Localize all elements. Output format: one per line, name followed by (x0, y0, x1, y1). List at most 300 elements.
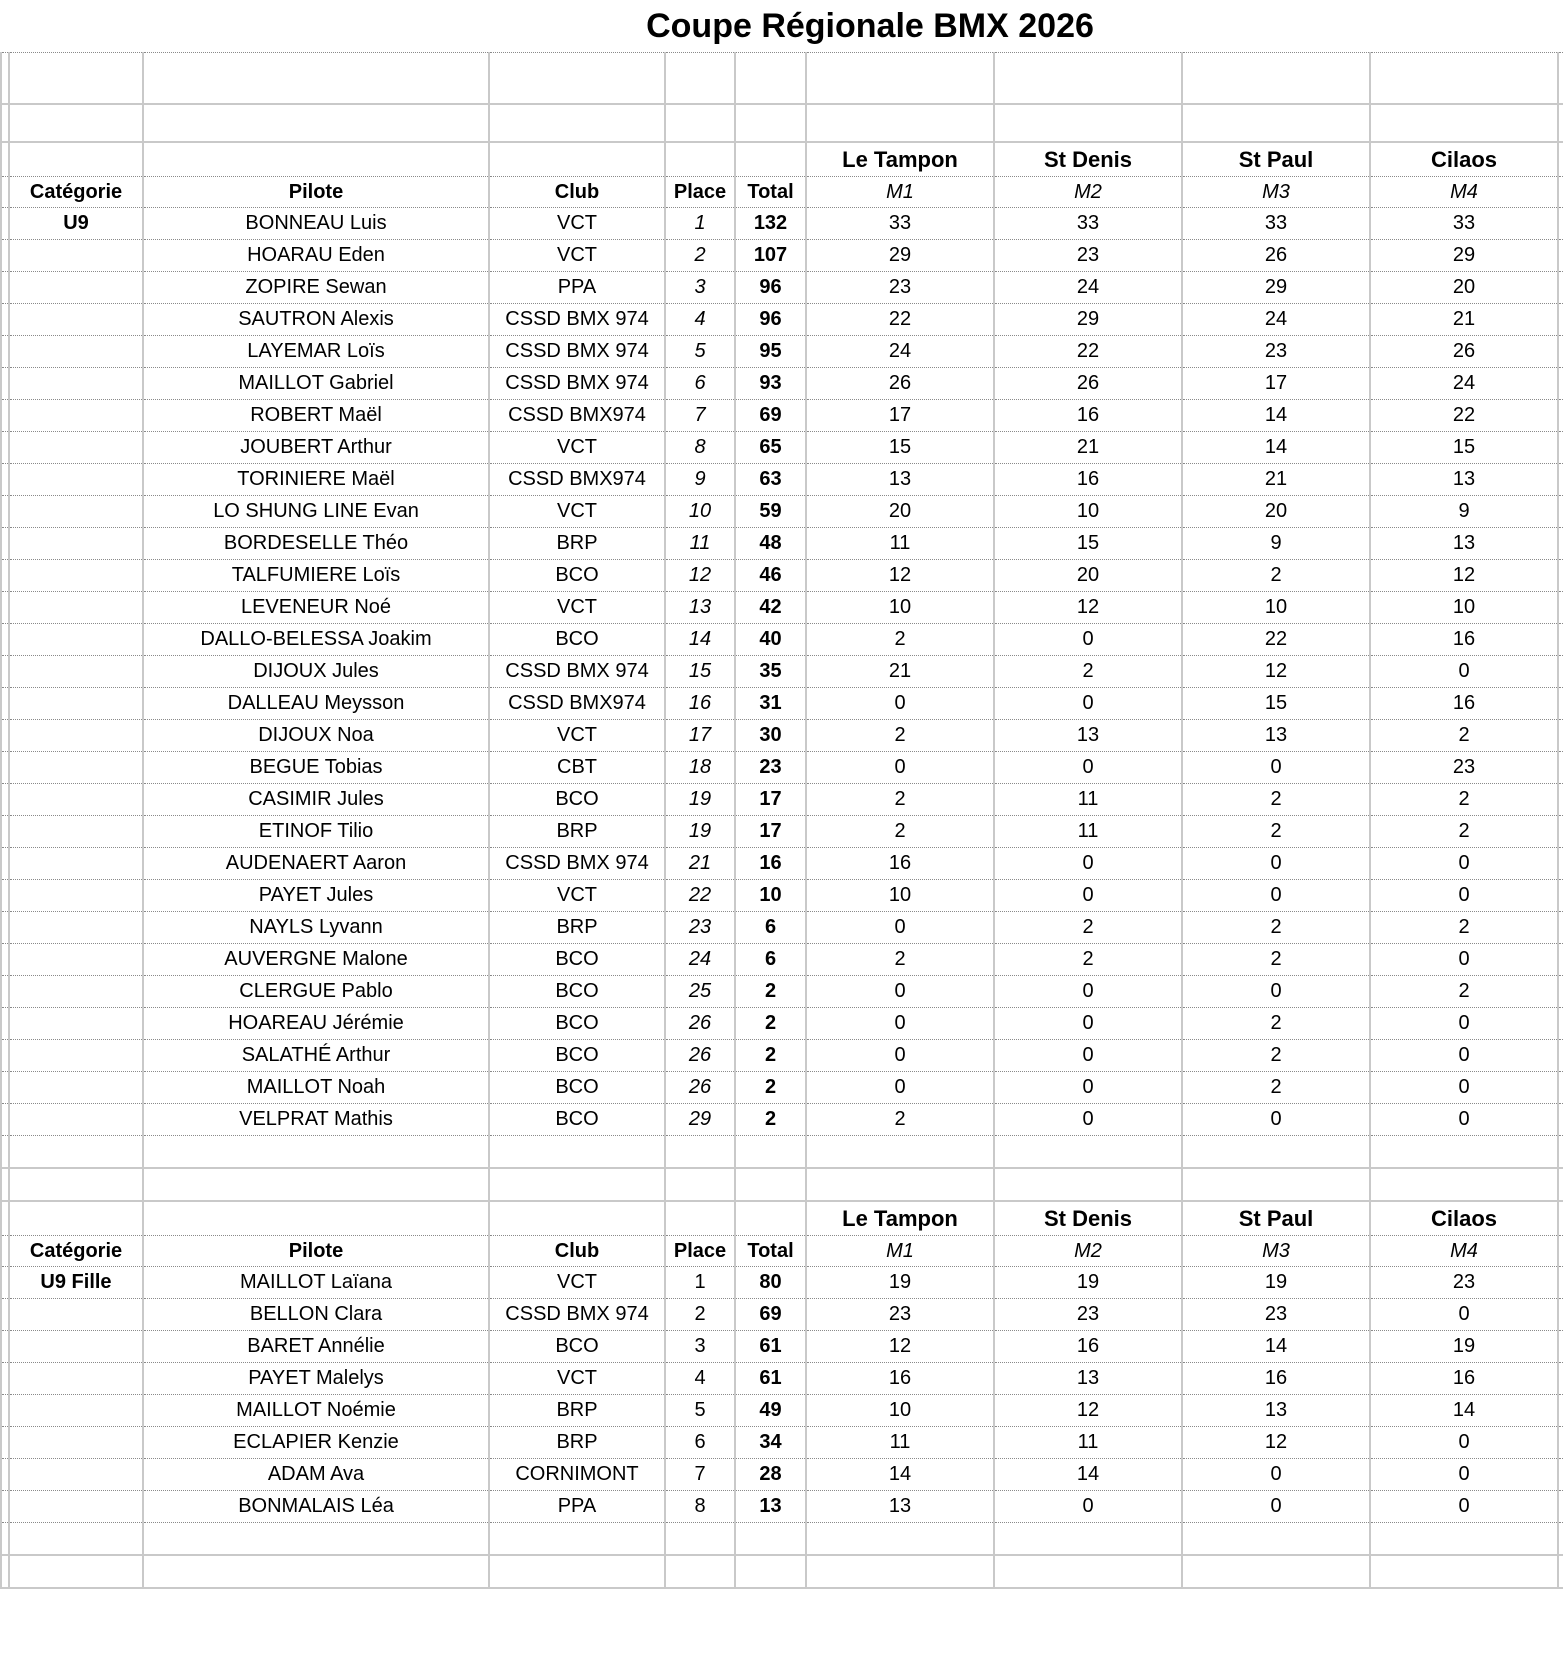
total-cell[interactable]: 13 (735, 1491, 806, 1523)
empty-cell[interactable] (994, 1555, 1182, 1588)
category-cell[interactable] (9, 1363, 143, 1395)
place-cell[interactable]: 4 (665, 304, 735, 336)
meet-score-cell[interactable]: 0 (1370, 1427, 1558, 1459)
meet-score-cell[interactable]: 0 (1370, 1040, 1558, 1072)
meet-score-cell[interactable]: 12 (806, 1331, 994, 1363)
empty-cell[interactable] (1, 560, 9, 592)
empty-cell[interactable] (1, 528, 9, 560)
empty-cell[interactable] (1558, 1299, 1563, 1331)
meet-score-cell[interactable]: 14 (1182, 400, 1370, 432)
place-cell[interactable]: 7 (665, 400, 735, 432)
empty-cell[interactable] (143, 1523, 489, 1556)
place-cell[interactable]: 19 (665, 784, 735, 816)
empty-cell[interactable] (1, 1427, 9, 1459)
meet-header[interactable]: M1 (806, 177, 994, 208)
meet-score-cell[interactable]: 22 (994, 336, 1182, 368)
meet-score-cell[interactable]: 10 (806, 592, 994, 624)
empty-cell[interactable] (1, 208, 9, 240)
meet-header[interactable]: M2 (994, 1236, 1182, 1267)
club-cell[interactable]: BCO (489, 1072, 665, 1104)
total-cell[interactable]: 16 (735, 848, 806, 880)
total-cell[interactable]: 10 (735, 880, 806, 912)
meet-score-cell[interactable]: 2 (1370, 912, 1558, 944)
meet-score-cell[interactable]: 2 (994, 656, 1182, 688)
meet-score-cell[interactable]: 13 (806, 1491, 994, 1523)
empty-cell[interactable] (1558, 1267, 1563, 1299)
meet-score-cell[interactable]: 24 (994, 272, 1182, 304)
meet-score-cell[interactable]: 0 (1182, 1104, 1370, 1136)
meet-score-cell[interactable]: 0 (994, 1008, 1182, 1040)
category-cell[interactable] (9, 912, 143, 944)
place-cell[interactable]: 6 (665, 1427, 735, 1459)
meet-score-cell[interactable]: 11 (806, 528, 994, 560)
empty-cell[interactable] (1, 1363, 9, 1395)
meet-score-cell[interactable]: 2 (806, 944, 994, 976)
category-cell[interactable] (9, 1331, 143, 1363)
meet-score-cell[interactable]: 16 (994, 464, 1182, 496)
meet-score-cell[interactable]: 0 (994, 624, 1182, 656)
pilote-cell[interactable]: BARET Annélie (143, 1331, 489, 1363)
total-cell[interactable]: 95 (735, 336, 806, 368)
empty-cell[interactable] (143, 1136, 489, 1169)
meet-header[interactable]: M4 (1370, 177, 1558, 208)
empty-cell[interactable] (665, 142, 735, 177)
empty-cell[interactable] (1, 1168, 9, 1201)
meet-score-cell[interactable]: 33 (806, 208, 994, 240)
empty-cell[interactable] (1, 1555, 9, 1588)
empty-cell[interactable] (1558, 432, 1563, 464)
club-cell[interactable]: CSSD BMX974 (489, 400, 665, 432)
category-cell[interactable] (9, 720, 143, 752)
empty-cell[interactable] (1, 304, 9, 336)
meet-score-cell[interactable]: 2 (806, 816, 994, 848)
meet-score-cell[interactable]: 0 (994, 688, 1182, 720)
venue-header[interactable]: St Paul (1182, 142, 1370, 177)
total-cell[interactable]: 69 (735, 400, 806, 432)
empty-cell[interactable] (665, 1136, 735, 1169)
meet-score-cell[interactable]: 14 (1182, 432, 1370, 464)
meet-score-cell[interactable]: 2 (1370, 720, 1558, 752)
pilote-cell[interactable]: MAILLOT Noah (143, 1072, 489, 1104)
meet-score-cell[interactable]: 11 (994, 1427, 1182, 1459)
meet-score-cell[interactable]: 0 (1370, 1491, 1558, 1523)
pilote-cell[interactable]: MAILLOT Gabriel (143, 368, 489, 400)
empty-cell[interactable] (1558, 1201, 1563, 1236)
club-cell[interactable]: CSSD BMX 974 (489, 1299, 665, 1331)
category-cell[interactable] (9, 688, 143, 720)
empty-cell[interactable] (1, 912, 9, 944)
empty-cell[interactable] (1, 400, 9, 432)
meet-score-cell[interactable]: 16 (806, 1363, 994, 1395)
total-cell[interactable]: 61 (735, 1331, 806, 1363)
category-cell[interactable] (9, 752, 143, 784)
total-cell[interactable]: 35 (735, 656, 806, 688)
empty-cell[interactable] (1, 104, 9, 142)
empty-cell[interactable] (489, 142, 665, 177)
place-cell[interactable]: 5 (665, 336, 735, 368)
pilote-header[interactable]: Pilote (143, 177, 489, 208)
club-cell[interactable]: CSSD BMX 974 (489, 848, 665, 880)
empty-cell[interactable] (1558, 336, 1563, 368)
club-cell[interactable]: VCT (489, 432, 665, 464)
meet-score-cell[interactable]: 10 (994, 496, 1182, 528)
meet-score-cell[interactable]: 13 (994, 720, 1182, 752)
empty-cell[interactable] (1, 336, 9, 368)
empty-cell[interactable] (1, 656, 9, 688)
meet-score-cell[interactable]: 15 (1182, 688, 1370, 720)
meet-score-cell[interactable]: 0 (806, 1072, 994, 1104)
place-cell[interactable]: 26 (665, 1072, 735, 1104)
club-cell[interactable]: BCO (489, 1331, 665, 1363)
place-cell[interactable]: 21 (665, 848, 735, 880)
empty-cell[interactable] (665, 1555, 735, 1588)
pilote-cell[interactable]: DIJOUX Jules (143, 656, 489, 688)
club-header[interactable]: Club (489, 177, 665, 208)
meet-score-cell[interactable]: 26 (806, 368, 994, 400)
empty-cell[interactable] (1558, 104, 1563, 142)
meet-score-cell[interactable]: 15 (1370, 432, 1558, 464)
meet-score-cell[interactable]: 26 (1370, 336, 1558, 368)
total-cell[interactable]: 42 (735, 592, 806, 624)
meet-score-cell[interactable]: 15 (994, 528, 1182, 560)
empty-cell[interactable] (1558, 177, 1563, 208)
empty-cell[interactable] (489, 104, 665, 142)
meet-score-cell[interactable]: 23 (1370, 752, 1558, 784)
meet-score-cell[interactable]: 9 (1370, 496, 1558, 528)
club-cell[interactable]: BCO (489, 976, 665, 1008)
empty-cell[interactable] (1558, 848, 1563, 880)
total-cell[interactable]: 80 (735, 1267, 806, 1299)
meet-score-cell[interactable]: 0 (1370, 1104, 1558, 1136)
total-cell[interactable]: 2 (735, 1072, 806, 1104)
empty-cell[interactable] (735, 1136, 806, 1169)
total-cell[interactable]: 107 (735, 240, 806, 272)
empty-cell[interactable] (1558, 624, 1563, 656)
empty-cell[interactable] (665, 1201, 735, 1236)
pilote-cell[interactable]: ETINOF Tilio (143, 816, 489, 848)
empty-cell[interactable] (1558, 208, 1563, 240)
empty-cell[interactable] (1558, 1236, 1563, 1267)
meet-score-cell[interactable]: 13 (1370, 528, 1558, 560)
empty-cell[interactable] (735, 1555, 806, 1588)
club-header[interactable]: Club (489, 1236, 665, 1267)
meet-score-cell[interactable]: 33 (1182, 208, 1370, 240)
empty-cell[interactable] (1558, 400, 1563, 432)
place-cell[interactable]: 1 (665, 1267, 735, 1299)
empty-cell[interactable] (1558, 496, 1563, 528)
meet-score-cell[interactable]: 13 (994, 1363, 1182, 1395)
meet-header[interactable]: M3 (1182, 177, 1370, 208)
meet-score-cell[interactable]: 2 (1182, 1072, 1370, 1104)
meet-score-cell[interactable]: 2 (1370, 976, 1558, 1008)
pilote-cell[interactable]: AUVERGNE Malone (143, 944, 489, 976)
meet-score-cell[interactable]: 0 (1370, 1072, 1558, 1104)
meet-score-cell[interactable]: 22 (806, 304, 994, 336)
empty-cell[interactable] (994, 1168, 1182, 1201)
meet-score-cell[interactable]: 0 (1182, 976, 1370, 1008)
venue-header[interactable]: Le Tampon (806, 1201, 994, 1236)
pilote-cell[interactable]: HOARAU Eden (143, 240, 489, 272)
meet-score-cell[interactable]: 14 (806, 1459, 994, 1491)
meet-score-cell[interactable]: 17 (806, 400, 994, 432)
empty-cell[interactable] (489, 1201, 665, 1236)
empty-cell[interactable] (9, 1168, 143, 1201)
empty-cell[interactable] (735, 104, 806, 142)
empty-cell[interactable] (1558, 1072, 1563, 1104)
meet-score-cell[interactable]: 21 (994, 432, 1182, 464)
pilote-cell[interactable]: AUDENAERT Aaron (143, 848, 489, 880)
meet-score-cell[interactable]: 11 (806, 1427, 994, 1459)
empty-cell[interactable] (1558, 1363, 1563, 1395)
meet-score-cell[interactable]: 23 (806, 272, 994, 304)
pilote-cell[interactable]: ADAM Ava (143, 1459, 489, 1491)
meet-score-cell[interactable]: 2 (806, 720, 994, 752)
category-cell[interactable] (9, 1040, 143, 1072)
empty-cell[interactable] (1558, 816, 1563, 848)
meet-score-cell[interactable]: 13 (1182, 720, 1370, 752)
empty-cell[interactable] (1, 1459, 9, 1491)
category-cell[interactable] (9, 304, 143, 336)
total-cell[interactable]: 132 (735, 208, 806, 240)
meet-score-cell[interactable]: 11 (994, 784, 1182, 816)
empty-cell[interactable] (1370, 1136, 1558, 1169)
club-cell[interactable]: CSSD BMX 974 (489, 368, 665, 400)
category-cell[interactable] (9, 1491, 143, 1523)
meet-score-cell[interactable]: 16 (994, 400, 1182, 432)
club-cell[interactable]: BRP (489, 1427, 665, 1459)
meet-score-cell[interactable]: 12 (994, 1395, 1182, 1427)
place-cell[interactable]: 22 (665, 880, 735, 912)
category-cell[interactable] (9, 368, 143, 400)
empty-cell[interactable] (1, 784, 9, 816)
place-cell[interactable]: 3 (665, 272, 735, 304)
place-cell[interactable]: 10 (665, 496, 735, 528)
place-cell[interactable]: 2 (665, 1299, 735, 1331)
meet-score-cell[interactable]: 0 (994, 1040, 1182, 1072)
meet-score-cell[interactable]: 0 (806, 912, 994, 944)
meet-score-cell[interactable]: 0 (994, 976, 1182, 1008)
meet-score-cell[interactable]: 12 (994, 592, 1182, 624)
venue-header[interactable]: St Paul (1182, 1201, 1370, 1236)
category-cell[interactable] (9, 944, 143, 976)
empty-cell[interactable] (1, 240, 9, 272)
meet-score-cell[interactable]: 24 (1182, 304, 1370, 336)
meet-score-cell[interactable]: 26 (1182, 240, 1370, 272)
empty-cell[interactable] (1558, 1459, 1563, 1491)
venue-header[interactable]: Cilaos (1370, 142, 1558, 177)
meet-score-cell[interactable]: 22 (1370, 400, 1558, 432)
meet-score-cell[interactable]: 14 (1370, 1395, 1558, 1427)
meet-score-cell[interactable]: 23 (1182, 1299, 1370, 1331)
meet-score-cell[interactable]: 24 (806, 336, 994, 368)
category-cell[interactable]: U9 (9, 208, 143, 240)
meet-score-cell[interactable]: 2 (994, 912, 1182, 944)
meet-score-cell[interactable]: 14 (1182, 1331, 1370, 1363)
meet-score-cell[interactable]: 0 (994, 880, 1182, 912)
meet-score-cell[interactable]: 16 (994, 1331, 1182, 1363)
empty-cell[interactable] (735, 1201, 806, 1236)
meet-header[interactable]: M3 (1182, 1236, 1370, 1267)
empty-cell[interactable] (665, 53, 735, 105)
club-cell[interactable]: PPA (489, 272, 665, 304)
place-cell[interactable]: 9 (665, 464, 735, 496)
pilote-cell[interactable]: BELLON Clara (143, 1299, 489, 1331)
meet-score-cell[interactable]: 16 (1370, 688, 1558, 720)
category-cell[interactable] (9, 336, 143, 368)
pilote-cell[interactable]: BONNEAU Luis (143, 208, 489, 240)
empty-cell[interactable] (1, 464, 9, 496)
empty-cell[interactable] (1370, 1555, 1558, 1588)
club-cell[interactable]: VCT (489, 880, 665, 912)
meet-score-cell[interactable]: 12 (1182, 656, 1370, 688)
pilote-cell[interactable]: CASIMIR Jules (143, 784, 489, 816)
category-cell[interactable] (9, 784, 143, 816)
empty-cell[interactable] (1, 272, 9, 304)
total-header[interactable]: Total (735, 1236, 806, 1267)
club-cell[interactable]: PPA (489, 1491, 665, 1523)
meet-score-cell[interactable]: 12 (1370, 560, 1558, 592)
categorie-header[interactable]: Catégorie (9, 1236, 143, 1267)
meet-score-cell[interactable]: 26 (994, 368, 1182, 400)
meet-score-cell[interactable]: 10 (806, 880, 994, 912)
place-cell[interactable]: 5 (665, 1395, 735, 1427)
empty-cell[interactable] (994, 53, 1182, 105)
meet-score-cell[interactable]: 29 (806, 240, 994, 272)
empty-cell[interactable] (1, 1104, 9, 1136)
empty-cell[interactable] (1, 1136, 9, 1169)
empty-cell[interactable] (1, 720, 9, 752)
pilote-cell[interactable]: LAYEMAR Loïs (143, 336, 489, 368)
empty-cell[interactable] (1, 53, 9, 105)
meet-score-cell[interactable]: 2 (806, 1104, 994, 1136)
empty-cell[interactable] (1, 752, 9, 784)
category-cell[interactable] (9, 528, 143, 560)
empty-cell[interactable] (994, 1136, 1182, 1169)
club-cell[interactable]: CSSD BMX974 (489, 464, 665, 496)
empty-cell[interactable] (1, 1491, 9, 1523)
empty-cell[interactable] (1558, 1104, 1563, 1136)
venue-header[interactable]: Cilaos (1370, 1201, 1558, 1236)
place-cell[interactable]: 26 (665, 1040, 735, 1072)
empty-cell[interactable] (1182, 104, 1370, 142)
club-cell[interactable]: CSSD BMX 974 (489, 304, 665, 336)
meet-score-cell[interactable]: 29 (994, 304, 1182, 336)
total-cell[interactable]: 17 (735, 816, 806, 848)
meet-score-cell[interactable]: 0 (1182, 1491, 1370, 1523)
empty-cell[interactable] (1558, 53, 1563, 105)
empty-cell[interactable] (1558, 1523, 1563, 1556)
empty-cell[interactable] (1, 688, 9, 720)
empty-cell[interactable] (9, 1201, 143, 1236)
meet-score-cell[interactable]: 2 (1182, 816, 1370, 848)
total-cell[interactable]: 69 (735, 1299, 806, 1331)
empty-cell[interactable] (1558, 1168, 1563, 1201)
pilote-cell[interactable]: MAILLOT Laïana (143, 1267, 489, 1299)
empty-cell[interactable] (1, 142, 9, 177)
empty-cell[interactable] (1558, 1427, 1563, 1459)
club-cell[interactable]: BCO (489, 784, 665, 816)
empty-cell[interactable] (1, 816, 9, 848)
total-cell[interactable]: 2 (735, 1008, 806, 1040)
empty-cell[interactable] (1370, 1523, 1558, 1556)
meet-score-cell[interactable]: 2 (1182, 1040, 1370, 1072)
meet-score-cell[interactable]: 2 (1182, 784, 1370, 816)
empty-cell[interactable] (1558, 1040, 1563, 1072)
meet-score-cell[interactable]: 15 (806, 432, 994, 464)
club-cell[interactable]: VCT (489, 208, 665, 240)
empty-cell[interactable] (1558, 560, 1563, 592)
total-cell[interactable]: 96 (735, 272, 806, 304)
meet-score-cell[interactable]: 0 (1370, 944, 1558, 976)
pilote-cell[interactable]: DALLO-BELESSA Joakim (143, 624, 489, 656)
empty-cell[interactable] (806, 1136, 994, 1169)
category-cell[interactable] (9, 816, 143, 848)
meet-score-cell[interactable]: 13 (1370, 464, 1558, 496)
empty-cell[interactable] (1, 592, 9, 624)
meet-score-cell[interactable]: 10 (1182, 592, 1370, 624)
empty-cell[interactable] (1370, 1168, 1558, 1201)
meet-score-cell[interactable]: 2 (806, 624, 994, 656)
empty-cell[interactable] (1, 1236, 9, 1267)
empty-cell[interactable] (1558, 304, 1563, 336)
place-cell[interactable]: 14 (665, 624, 735, 656)
empty-cell[interactable] (143, 1201, 489, 1236)
pilote-cell[interactable]: TALFUMIERE Loïs (143, 560, 489, 592)
total-cell[interactable]: 31 (735, 688, 806, 720)
club-cell[interactable]: BCO (489, 1040, 665, 1072)
meet-score-cell[interactable]: 17 (1182, 368, 1370, 400)
meet-score-cell[interactable]: 10 (806, 1395, 994, 1427)
meet-header[interactable]: M2 (994, 177, 1182, 208)
empty-cell[interactable] (1, 624, 9, 656)
total-cell[interactable]: 46 (735, 560, 806, 592)
empty-cell[interactable] (1, 368, 9, 400)
club-cell[interactable]: CSSD BMX 974 (489, 656, 665, 688)
club-cell[interactable]: BRP (489, 1395, 665, 1427)
club-cell[interactable]: BRP (489, 816, 665, 848)
place-cell[interactable]: 15 (665, 656, 735, 688)
meet-score-cell[interactable]: 2 (806, 784, 994, 816)
place-cell[interactable]: 23 (665, 912, 735, 944)
empty-cell[interactable] (1, 1072, 9, 1104)
empty-cell[interactable] (9, 1136, 143, 1169)
total-cell[interactable]: 2 (735, 1104, 806, 1136)
club-cell[interactable]: VCT (489, 592, 665, 624)
place-cell[interactable]: 6 (665, 368, 735, 400)
pilote-cell[interactable]: SAUTRON Alexis (143, 304, 489, 336)
empty-cell[interactable] (735, 142, 806, 177)
empty-cell[interactable] (1558, 656, 1563, 688)
place-cell[interactable]: 16 (665, 688, 735, 720)
empty-cell[interactable] (806, 1523, 994, 1556)
club-cell[interactable]: BCO (489, 944, 665, 976)
meet-score-cell[interactable]: 13 (806, 464, 994, 496)
meet-score-cell[interactable]: 23 (806, 1299, 994, 1331)
place-cell[interactable]: 18 (665, 752, 735, 784)
meet-score-cell[interactable]: 19 (994, 1267, 1182, 1299)
empty-cell[interactable] (1558, 752, 1563, 784)
total-cell[interactable]: 6 (735, 912, 806, 944)
empty-cell[interactable] (665, 1168, 735, 1201)
meet-score-cell[interactable]: 2 (994, 944, 1182, 976)
empty-cell[interactable] (1, 944, 9, 976)
venue-header[interactable]: Le Tampon (806, 142, 994, 177)
place-header[interactable]: Place (665, 1236, 735, 1267)
meet-score-cell[interactable]: 16 (1370, 624, 1558, 656)
club-cell[interactable]: BCO (489, 1008, 665, 1040)
total-cell[interactable]: 30 (735, 720, 806, 752)
empty-cell[interactable] (1558, 1555, 1563, 1588)
